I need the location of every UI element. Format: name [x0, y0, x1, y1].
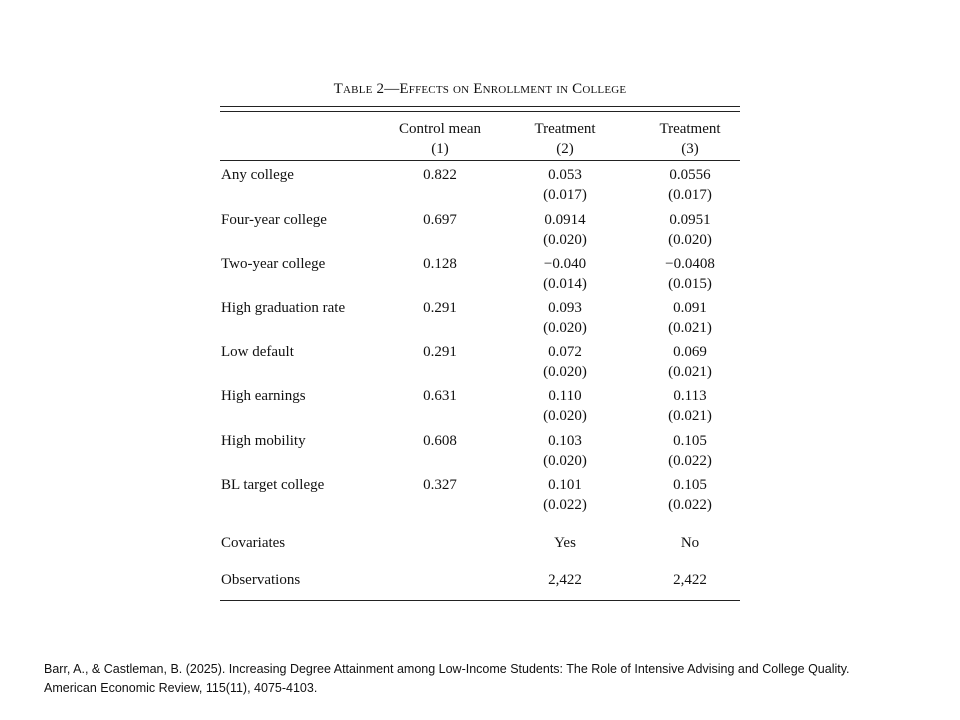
treatment-2-cell: 0.110 (0.020)	[543, 388, 587, 424]
table-row-covariates	[0, 533, 960, 573]
row-label: High mobility	[221, 433, 306, 449]
treatment-2-cell: 0.101 (0.022)	[543, 477, 587, 513]
top-rule	[220, 106, 740, 107]
column-header-name: Control mean	[398, 121, 482, 137]
top-rule-double	[220, 111, 740, 112]
column-header-control-mean	[380, 119, 500, 159]
table-row	[0, 210, 960, 250]
table-row	[0, 165, 960, 205]
column-header-number: (3)	[681, 141, 699, 157]
treatment-3-cell: 2,422	[673, 572, 707, 588]
header-rule	[220, 160, 740, 161]
table-row	[0, 386, 960, 426]
control-mean-cell: 0.608	[423, 433, 457, 449]
table-row	[0, 342, 960, 382]
treatment-2-cell: 0.093 (0.020)	[543, 300, 587, 336]
treatment-2-cell: 0.053 (0.017)	[543, 167, 587, 203]
treatment-2-cell: 2,422	[548, 572, 582, 588]
row-label: Any college	[221, 167, 294, 183]
control-mean-cell: 0.697	[423, 212, 457, 228]
treatment-2-cell: 0.103 (0.020)	[543, 433, 587, 469]
treatment-2-cell: −0.040 (0.014)	[543, 256, 587, 292]
row-label: Covariates	[221, 535, 286, 551]
treatment-3-cell: 0.105 (0.022)	[668, 477, 712, 513]
row-label: High graduation rate	[221, 300, 346, 316]
row-label: Four-year college	[221, 212, 327, 228]
treatment-3-cell: No	[680, 535, 700, 551]
table-row	[0, 431, 960, 471]
citation-line: American Economic Review, 115(11), 4075-4103.	[44, 681, 318, 695]
treatment-3-cell: 0.091 (0.021)	[668, 300, 712, 336]
bottom-rule	[220, 600, 740, 601]
table-row	[0, 254, 960, 294]
treatment-3-cell: 0.069 (0.021)	[668, 344, 712, 380]
treatment-2-cell: Yes	[554, 535, 576, 551]
row-label: Two-year college	[221, 256, 326, 272]
column-header-number: (1)	[431, 141, 449, 157]
row-label: Observations	[221, 572, 301, 588]
treatment-3-cell: 0.0556 (0.017)	[668, 167, 712, 203]
row-label: BL target college	[221, 477, 325, 493]
treatment-2-cell: 0.072 (0.020)	[543, 344, 587, 380]
citation-line: Barr, A., & Castleman, B. (2025). Increasing Degree Attainment among Low-Income Students: The Role of Intensive Advising and College Quality.	[44, 662, 850, 676]
control-mean-cell: 0.291	[423, 300, 457, 316]
table-title: Table 2—Effects on Enrollment in College	[333, 81, 627, 97]
row-label: High earnings	[221, 388, 306, 404]
table-row	[0, 298, 960, 338]
treatment-3-cell: 0.113 (0.021)	[668, 388, 712, 424]
control-mean-cell: 0.327	[423, 477, 457, 493]
table-row	[0, 475, 960, 515]
control-mean-cell: 0.291	[423, 344, 457, 360]
column-header-name: Treatment	[659, 121, 721, 137]
treatment-3-cell: −0.0408 (0.015)	[665, 256, 715, 292]
column-header-treatment-2	[505, 119, 625, 159]
citation	[44, 660, 944, 698]
treatment-2-cell: 0.0914 (0.020)	[543, 212, 587, 248]
column-header-number: (2)	[556, 141, 574, 157]
control-mean-cell: 0.822	[423, 167, 457, 183]
control-mean-cell: 0.128	[423, 256, 457, 272]
treatment-3-cell: 0.105 (0.022)	[668, 433, 712, 469]
control-mean-cell: 0.631	[423, 388, 457, 404]
row-label: Low default	[221, 344, 294, 360]
treatment-3-cell: 0.0951 (0.020)	[668, 212, 712, 248]
column-header-name: Treatment	[534, 121, 596, 137]
column-header-treatment-3	[630, 119, 750, 159]
table-row-observations	[0, 570, 960, 610]
